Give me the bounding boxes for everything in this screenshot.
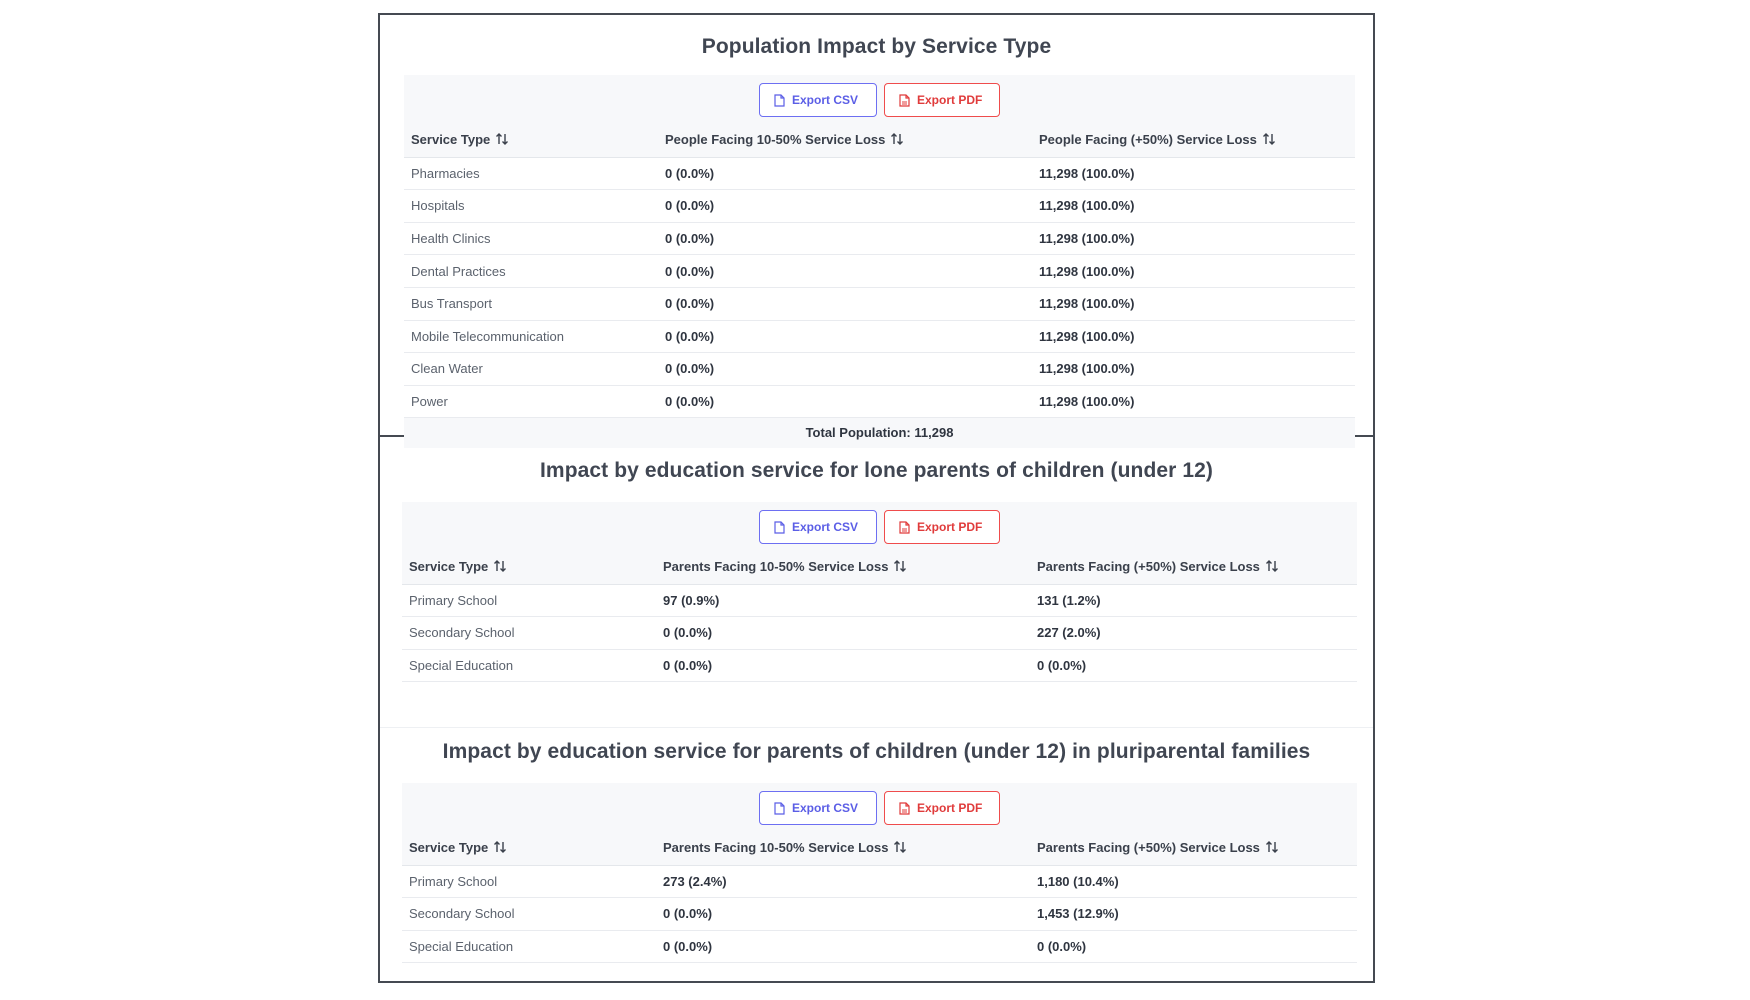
service-type-cell: Health Clinics xyxy=(404,222,658,255)
sort-arrows-icon[interactable] xyxy=(493,840,507,857)
table-panel xyxy=(402,783,1357,963)
sort-arrows-icon[interactable] xyxy=(1265,840,1279,857)
population-impact-table xyxy=(404,125,1355,418)
sort-arrows-icon[interactable] xyxy=(893,840,907,857)
loss-10-50-cell: 273 (2.4%) xyxy=(656,865,1030,898)
table-row xyxy=(404,157,1355,190)
loss-50-plus-cell: 0 (0.0%) xyxy=(1030,649,1357,682)
column-header-10-50-loss[interactable]: People Facing 10-50% Service Loss xyxy=(658,125,1032,157)
loss-10-50-cell: 0 (0.0%) xyxy=(658,222,1032,255)
loss-10-50-cell: 0 (0.0%) xyxy=(658,385,1032,418)
service-type-cell: Hospitals xyxy=(404,190,658,223)
table-row xyxy=(402,617,1357,650)
loss-50-plus-cell: 11,298 (100.0%) xyxy=(1032,353,1355,386)
export-csv-button[interactable] xyxy=(759,510,877,544)
table-row xyxy=(402,865,1357,898)
table-row xyxy=(402,898,1357,931)
section-title: Impact by education service for lone parents of children (under 12) xyxy=(539,459,1214,482)
table-row xyxy=(404,353,1355,386)
sort-arrows-icon[interactable] xyxy=(1262,132,1276,149)
service-type-cell: Primary School xyxy=(402,584,656,617)
loss-10-50-cell: 97 (0.9%) xyxy=(656,584,1030,617)
loss-50-plus-cell: 11,298 (100.0%) xyxy=(1032,255,1355,288)
sort-arrows-icon[interactable] xyxy=(493,559,507,576)
loss-50-plus-cell: 11,298 (100.0%) xyxy=(1032,320,1355,353)
loss-10-50-cell: 0 (0.0%) xyxy=(658,353,1032,386)
loss-50-plus-cell: 227 (2.0%) xyxy=(1030,617,1357,650)
file-icon xyxy=(774,802,785,815)
loss-50-plus-cell: 1,453 (12.9%) xyxy=(1030,898,1357,931)
loss-50-plus-cell: 1,180 (10.4%) xyxy=(1030,865,1357,898)
service-type-cell: Bus Transport xyxy=(404,287,658,320)
loss-10-50-cell: 0 (0.0%) xyxy=(656,649,1030,682)
service-type-cell: Pharmacies xyxy=(404,157,658,190)
pluriparental-table xyxy=(402,833,1357,963)
export-toolbar xyxy=(402,783,1357,833)
column-header-50-plus-loss[interactable]: People Facing (+50%) Service Loss xyxy=(1032,125,1355,157)
service-type-cell: Secondary School xyxy=(402,617,656,650)
lone-parents-table xyxy=(402,552,1357,682)
table-panel xyxy=(402,502,1357,682)
service-type-cell: Dental Practices xyxy=(404,255,658,288)
loss-10-50-cell: 0 (0.0%) xyxy=(658,287,1032,320)
table-panel xyxy=(404,75,1355,448)
file-pdf-icon xyxy=(899,802,910,815)
column-header-10-50-loss[interactable]: Parents Facing 10-50% Service Loss xyxy=(656,552,1030,584)
table-row xyxy=(404,385,1355,418)
column-header-50-plus-loss[interactable]: Parents Facing (+50%) Service Loss xyxy=(1030,552,1357,584)
sort-arrows-icon[interactable] xyxy=(1265,559,1279,576)
loss-10-50-cell: 0 (0.0%) xyxy=(656,930,1030,963)
table-row xyxy=(404,320,1355,353)
service-type-cell: Clean Water xyxy=(404,353,658,386)
loss-50-plus-cell: 11,298 (100.0%) xyxy=(1032,157,1355,190)
service-type-cell: Primary School xyxy=(402,865,656,898)
sort-arrows-icon[interactable] xyxy=(893,559,907,576)
loss-50-plus-cell: 11,298 (100.0%) xyxy=(1032,287,1355,320)
column-header-service-type[interactable]: Service Type xyxy=(402,552,656,584)
export-toolbar xyxy=(404,75,1355,125)
loss-50-plus-cell: 0 (0.0%) xyxy=(1030,930,1357,963)
export-pdf-button[interactable] xyxy=(884,83,1000,117)
loss-10-50-cell: 0 (0.0%) xyxy=(658,190,1032,223)
file-pdf-icon xyxy=(899,521,910,534)
file-pdf-icon xyxy=(899,94,910,107)
service-type-cell: Special Education xyxy=(402,930,656,963)
table-row xyxy=(402,584,1357,617)
loss-50-plus-cell: 11,298 (100.0%) xyxy=(1032,385,1355,418)
sort-arrows-icon[interactable] xyxy=(890,132,904,149)
loss-50-plus-cell: 11,298 (100.0%) xyxy=(1032,222,1355,255)
column-header-service-type[interactable]: Service Type xyxy=(404,125,658,157)
export-pdf-label: Export PDF xyxy=(917,93,983,107)
column-header-service-type[interactable]: Service Type xyxy=(402,833,656,865)
report-frame xyxy=(378,13,1375,983)
file-icon xyxy=(774,521,785,534)
column-header-10-50-loss[interactable]: Parents Facing 10-50% Service Loss xyxy=(656,833,1030,865)
loss-50-plus-cell: 131 (1.2%) xyxy=(1030,584,1357,617)
export-toolbar xyxy=(402,502,1357,552)
service-type-cell: Secondary School xyxy=(402,898,656,931)
total-population-footer: Total Population: 11,298 xyxy=(404,418,1355,448)
column-header-50-plus-loss[interactable]: Parents Facing (+50%) Service Loss xyxy=(1030,833,1357,865)
export-csv-button[interactable] xyxy=(759,791,877,825)
section-pluriparental-families xyxy=(380,727,1373,983)
service-type-cell: Mobile Telecommunication xyxy=(404,320,658,353)
table-header-row xyxy=(402,552,1357,584)
export-csv-button[interactable] xyxy=(759,83,877,117)
export-pdf-button[interactable] xyxy=(884,510,1000,544)
table-row xyxy=(402,930,1357,963)
export-pdf-label: Export PDF xyxy=(917,801,983,815)
section-title: Impact by education service for parents of children (under 12) in pluriparental families xyxy=(442,740,1311,763)
export-pdf-button[interactable] xyxy=(884,791,1000,825)
table-header-row xyxy=(404,125,1355,157)
section-title: Population Impact by Service Type xyxy=(701,35,1052,58)
table-row xyxy=(404,222,1355,255)
export-csv-label: Export CSV xyxy=(792,801,859,815)
sort-arrows-icon[interactable] xyxy=(495,132,509,149)
file-icon xyxy=(774,94,785,107)
loss-50-plus-cell: 11,298 (100.0%) xyxy=(1032,190,1355,223)
table-header-row xyxy=(402,833,1357,865)
section-population-impact xyxy=(380,15,1373,441)
table-row xyxy=(404,287,1355,320)
export-csv-label: Export CSV xyxy=(792,93,859,107)
export-pdf-label: Export PDF xyxy=(917,520,983,534)
loss-10-50-cell: 0 (0.0%) xyxy=(656,617,1030,650)
table-row xyxy=(404,255,1355,288)
export-csv-label: Export CSV xyxy=(792,520,859,534)
loss-10-50-cell: 0 (0.0%) xyxy=(656,898,1030,931)
table-row xyxy=(404,190,1355,223)
table-row xyxy=(402,649,1357,682)
loss-10-50-cell: 0 (0.0%) xyxy=(658,255,1032,288)
loss-10-50-cell: 0 (0.0%) xyxy=(658,320,1032,353)
service-type-cell: Special Education xyxy=(402,649,656,682)
loss-10-50-cell: 0 (0.0%) xyxy=(658,157,1032,190)
service-type-cell: Power xyxy=(404,385,658,418)
section-lone-parents xyxy=(380,437,1373,727)
